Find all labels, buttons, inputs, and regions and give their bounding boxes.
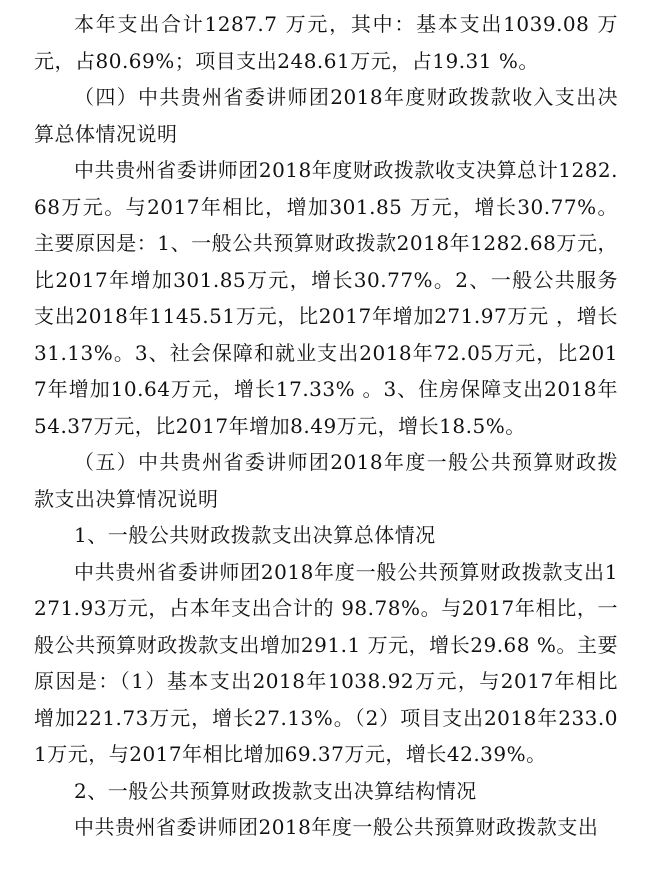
expenditure-summary-paragraph: 本年支出合计1287.7 万元，其中：基本支出1039.08 万元，占80.69%；项目支出248.61万元，占19.31 %。 (34, 12, 618, 73)
general-budget-expenditure-paragraph: 中共贵州省委讲师团2018年度一般公共预算财政拨款支出1271.93万元，占本年支出合计的 98.78%。与2017年相比，一般公共预算财政拨款支出增加291.1 万元，增长29.68 %。主要原因是：（1）基本支出2018年1038.92万元，与2017年相比增加221.73万元，增长27.13%。（2）项目支出2018年233.01万元，与2017年相比增加69.37万元，增长42.39%。 (34, 559, 618, 766)
fiscal-income-expenditure-paragraph: 中共贵州省委讲师团2018年度财政拨款收支决算总计1282.68万元。与2017年相比，增加301.85 万元，增长30.77%。主要原因是：1、一般公共预算财政拨款2018年1282.68万元，比2017年增加301.85万元，增长30.77%。2、一般公共服务支出2018年1145.51万元，比2017年增加271.97万元 ，增长31.13%。3、社会保障和就业支出2018年72.05万元，比2017年增加10.64万元，增长17.33% 。3、住房保障支出2018年54.37万元，比2017年增加8.49万元，增长18.5%。 (34, 158, 618, 438)
structure-paragraph-start: 中共贵州省委讲师团2018年度一般公共预算财政拨款支出 (74, 815, 599, 839)
section-heading-5: （五）中共贵州省委讲师团2018年度一般公共预算财政拨款支出决算情况说明 (34, 450, 618, 511)
section-heading-4: （四）中共贵州省委讲师团2018年度财政拨款收入支出决算总体情况说明 (34, 85, 618, 146)
subheading-structure-situation: 2、一般公共预算财政拨款支出决算结构情况 (74, 778, 477, 803)
subheading-overall-situation: 1、一般公共财政拨款支出决算总体情况 (74, 523, 436, 547)
